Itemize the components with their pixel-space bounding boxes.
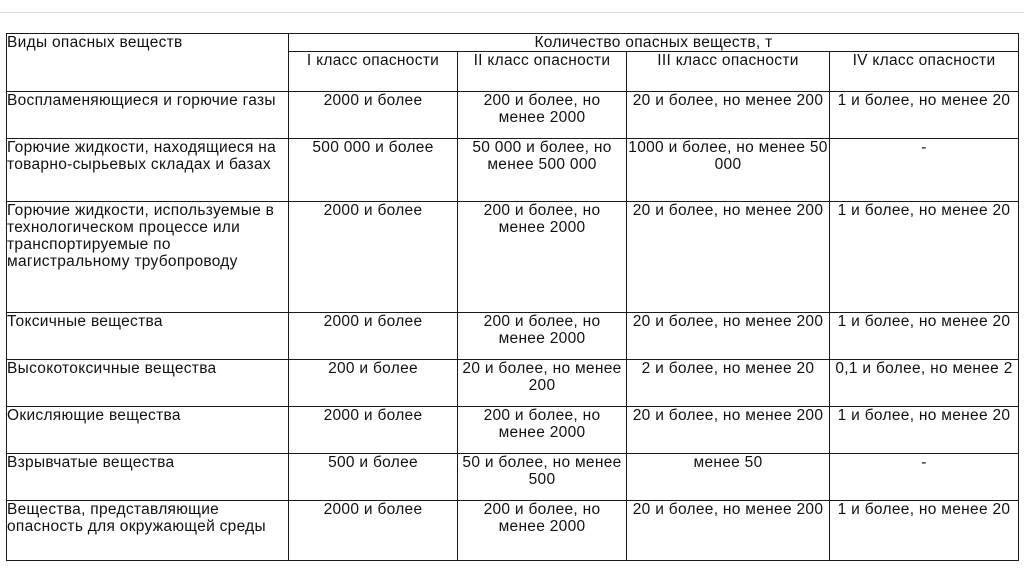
class-4-cell: 1 и более, но менее 20 xyxy=(830,501,1019,561)
top-divider xyxy=(0,12,1024,13)
class-3-cell: 1000 и более, но менее 50 000 xyxy=(627,139,830,202)
class-1-cell: 2000 и более xyxy=(289,501,458,561)
header-class-1: I класс опасности xyxy=(289,52,458,92)
header-class-4: IV класс опасности xyxy=(830,52,1019,92)
substance-kind-cell: Высокотоксичные вещества xyxy=(7,360,289,407)
table-row xyxy=(7,501,1019,561)
class-4-cell: - xyxy=(830,454,1019,501)
substance-kind-cell: Горючие жидкости, используемые в технологическом процессе или транспортируемые по магистральному трубопроводу xyxy=(7,202,289,313)
class-2-cell: 50 и более, но менее 500 xyxy=(458,454,627,501)
class-2-cell: 200 и более, но менее 2000 xyxy=(458,92,627,139)
class-1-cell: 2000 и более xyxy=(289,313,458,360)
class-2-cell: 50 000 и более, но менее 500 000 xyxy=(458,139,627,202)
substance-kind-cell: Воспламеняющиеся и горючие газы xyxy=(7,92,289,139)
header-substance-kind: Виды опасных веществ xyxy=(7,34,289,92)
table-row xyxy=(7,92,1019,139)
class-3-cell: менее 50 xyxy=(627,454,830,501)
class-4-cell: 1 и более, но менее 20 xyxy=(830,92,1019,139)
header-row xyxy=(7,34,1019,52)
class-4-cell: 0,1 и более, но менее 2 xyxy=(830,360,1019,407)
table-row xyxy=(7,313,1019,360)
class-2-cell: 200 и более, но менее 2000 xyxy=(458,407,627,454)
table-row xyxy=(7,202,1019,313)
class-2-cell: 200 и более, но менее 2000 xyxy=(458,202,627,313)
table-row xyxy=(7,454,1019,501)
class-4-cell: 1 и более, но менее 20 xyxy=(830,313,1019,360)
class-3-cell: 20 и более, но менее 200 xyxy=(627,92,830,139)
class-3-cell: 20 и более, но менее 200 xyxy=(627,202,830,313)
header-class-3: III класс опасности xyxy=(627,52,830,92)
class-1-cell: 500 000 и более xyxy=(289,139,458,202)
class-3-cell: 2 и более, но менее 20 xyxy=(627,360,830,407)
class-1-cell: 200 и более xyxy=(289,360,458,407)
table-row xyxy=(7,360,1019,407)
class-4-cell: 1 и более, но менее 20 xyxy=(830,202,1019,313)
class-1-cell: 2000 и более xyxy=(289,92,458,139)
hazard-substances-table xyxy=(6,33,1019,561)
class-1-cell: 500 и более xyxy=(289,454,458,501)
class-1-cell: 2000 и более xyxy=(289,202,458,313)
class-3-cell: 20 и более, но менее 200 xyxy=(627,313,830,360)
class-2-cell: 200 и более, но менее 2000 xyxy=(458,501,627,561)
class-4-cell: - xyxy=(830,139,1019,202)
table-row xyxy=(7,139,1019,202)
table-row xyxy=(7,407,1019,454)
class-4-cell: 1 и более, но менее 20 xyxy=(830,407,1019,454)
class-3-cell: 20 и более, но менее 200 xyxy=(627,501,830,561)
substance-kind-cell: Вещества, представляющие опасность для окружающей среды xyxy=(7,501,289,561)
class-3-cell: 20 и более, но менее 200 xyxy=(627,407,830,454)
header-class-2: II класс опасности xyxy=(458,52,627,92)
class-2-cell: 20 и более, но менее 200 xyxy=(458,360,627,407)
substance-kind-cell: Горючие жидкости, находящиеся на товарно-сырьевых складах и базах xyxy=(7,139,289,202)
class-1-cell: 2000 и более xyxy=(289,407,458,454)
class-2-cell: 200 и более, но менее 2000 xyxy=(458,313,627,360)
substance-kind-cell: Взрывчатые вещества xyxy=(7,454,289,501)
substance-kind-cell: Окисляющие вещества xyxy=(7,407,289,454)
header-quantity: Количество опасных веществ, т xyxy=(289,34,1019,52)
substance-kind-cell: Токсичные вещества xyxy=(7,313,289,360)
